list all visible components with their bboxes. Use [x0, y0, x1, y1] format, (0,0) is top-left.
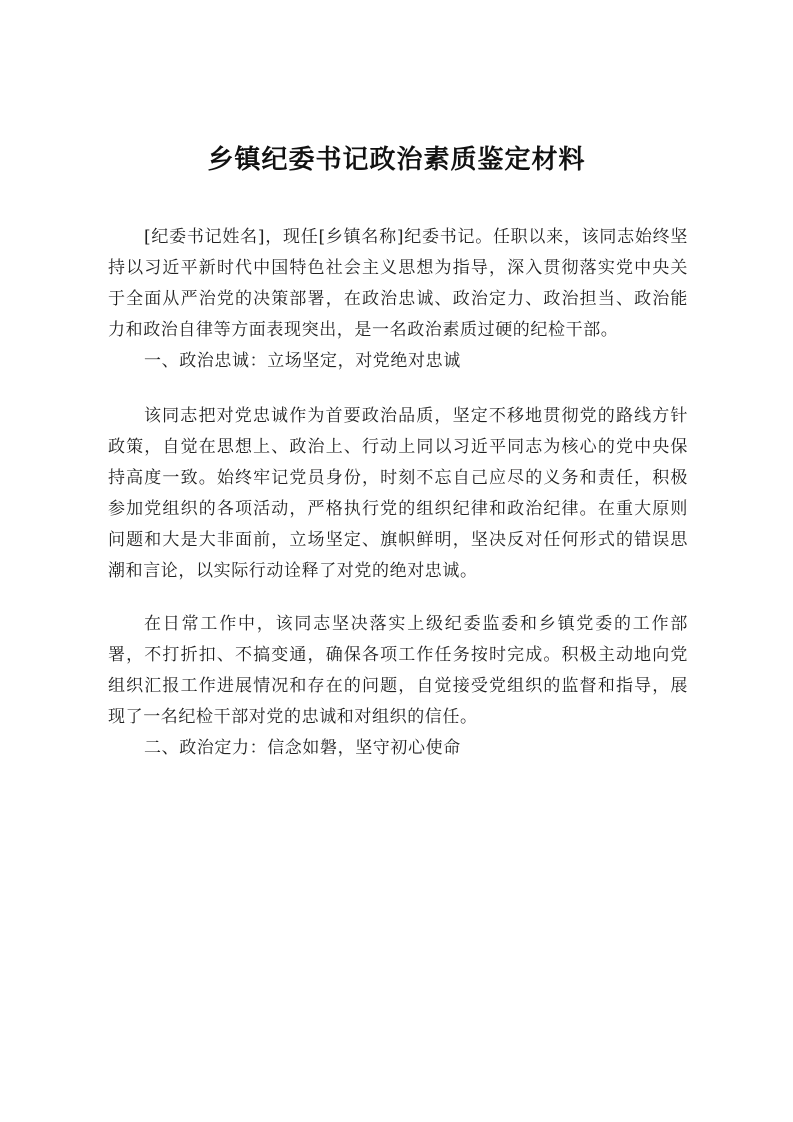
intro-paragraph: [纪委书记姓名]，现任[乡镇名称]纪委书记。任职以来，该同志始终坚持以习近平新时代中国特色社会主义思想为指导，深入贯彻落实党中央关于全面从严治党的决策部署，在政治忠诚、政治定力、政治担当、政治能力和政治自律等方面表现突出，是一名政治素质过硬的纪检干部。 — [108, 227, 688, 340]
section-2-heading: 二、政治定力：信念如磐，坚守初心使命 — [144, 738, 461, 758]
section-1-paragraph-1: 该同志把对党忠诚作为首要政治品质，坚定不移地贯彻党的路线方针政策，自觉在思想上、政治上、行动上同以习近平同志为核心的党中央保持高度一致。始终牢记党员身份，时刻不忘自己应尽的义务和责任，积极参加党组织的各项活动，严格执行党的组织纪律和政治纪律。在重大原则问题和大是大非面前，立场坚定、旗帜鲜明，坚决反对任何形式的错误思潮和言论，以实际行动诠释了对党的绝对忠诚。 — [108, 406, 688, 581]
document-title: 乡镇纪委书记政治素质鉴定材料 — [207, 145, 586, 175]
document-body — [108, 222, 688, 764]
section-1-heading: 一、政治忠诚：立场坚定，对党绝对忠诚 — [144, 351, 461, 371]
section-1-paragraph-2: 在日常工作中，该同志坚决落实上级纪委监委和乡镇党委的工作部署，不打折扣、不搞变通，确保各项工作任务按时完成。积极主动地向党组织汇报工作进展情况和存在的问题，自觉接受党组织的监督和指导，展现了一名纪检干部对党的忠诚和对组织的信任。 — [108, 614, 688, 727]
